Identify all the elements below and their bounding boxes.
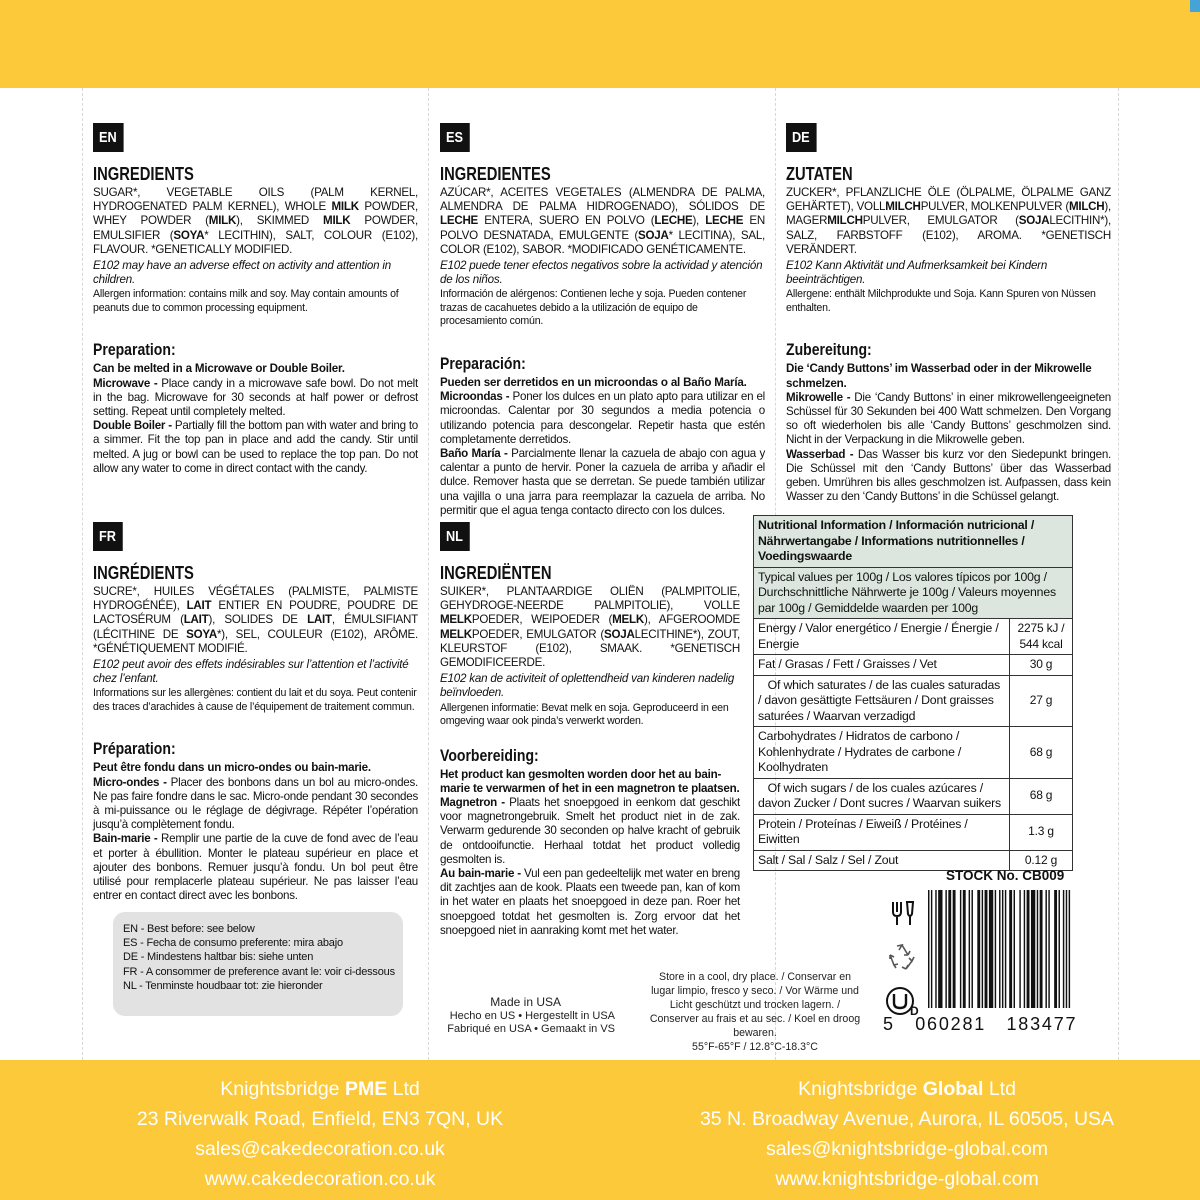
barcode-bar — [928, 890, 929, 1008]
barcode-bar — [945, 890, 946, 1008]
panel-fr — [93, 522, 418, 903]
storage-instructions — [648, 970, 862, 1054]
barcode-bar — [995, 890, 996, 1008]
additive-warning: E102 peut avoir des effets indésirables sur l’attention et l’activité chez l’enfant. — [93, 658, 409, 686]
barcode-bar — [969, 890, 970, 1008]
allergen-info: Allergenen informatie: Bevat melk en soja. Geproduceerd in een omgeving waar ook pinda’s verwerkt worden. — [440, 701, 729, 728]
preparation-lead: Can be melted in a Microwave or Double Boiler. — [93, 362, 345, 376]
nutrient-label: Protein / Proteínas / Eiweiß / Protéines / Eiwitten — [754, 814, 1010, 850]
nutrient-value: 30 g — [1010, 655, 1073, 676]
fold-line — [428, 88, 429, 1060]
preparation-lead: Het product kan gesmolten worden door het au bain-marie te verwarmen of het in een magnetron te plaatsen. — [440, 767, 740, 795]
allergen-info: Allergen information: contains milk and soy. May contain amounts of peanuts due to common processing equipment. — [93, 288, 399, 314]
ingredients-title: INGREDIENTES — [440, 164, 551, 184]
method-double-boiler: Au bain-marie - Vul een pan gedeeltelijk met water en breng dit zachtjes aan de kook. Plaats een tweede pan, kan of kom in het water en plaats het snoepgoed in deze pan. Roer het snoepgoed totdat het gesmolten is. Zorg ervoor dat het snoepgoed niet in aanraking komt met het water. — [440, 867, 740, 937]
barcode-bar — [1031, 890, 1035, 1008]
barcode-bar — [977, 890, 980, 1008]
footer-brand: Knightsbridge Global Ltd — [798, 1078, 1016, 1100]
barcode-bar — [948, 890, 951, 1008]
barcode-bar — [1024, 890, 1025, 1008]
table-row — [754, 655, 1073, 676]
best-before-line: DE - Mindestens haltbar bis: siehe unten — [123, 951, 314, 964]
additive-warning: E102 Kann Aktivität und Aufmerksamkeit bei Kindern beeinträchtigen. — [786, 259, 1048, 287]
panel-nl — [440, 522, 740, 938]
barcode-bar — [1027, 890, 1030, 1008]
preparation-lead: Pueden ser derretidos en un microondas o al Baño María. — [440, 375, 747, 389]
nutrition-table — [753, 515, 1073, 871]
additive-warning: E102 kan de activiteit of oplettendheid van kinderen nadelig beïnvloeden. — [440, 672, 735, 700]
footer-website-link[interactable]: www.cakedecoration.co.uk — [204, 1168, 436, 1190]
lang-tag-fr: FR — [93, 522, 123, 551]
barcode-bar — [1048, 890, 1049, 1008]
barcode-bar — [931, 890, 932, 1008]
lang-tag-de: DE — [786, 123, 816, 152]
table-row — [754, 727, 1073, 779]
made-in-block — [415, 996, 615, 1037]
made-in-line: Fabriqué en USA • Gemaakt in VS — [447, 1023, 615, 1035]
method-double-boiler: Wasserbad - Das Wasser bis kurz vor den Siedepunkt bringen. Die Schüssel mit den ‘Candy Buttons’ über das Wasserbad geben. Umrühren bis alles geschmolzen ist. Aufpassen, dass kein Wasser zu den ‘Candy Buttons’ in die Schüssel gelangt. — [786, 447, 1111, 504]
additive-warning: E102 puede tener efectos negativos sobre la actividad y atención de los niños. — [440, 259, 763, 287]
nutrition-header: Nutritional Information / Información nutricional / Nährwertangabe / Informations nutritionnelles / Voedingswaarde — [754, 516, 1073, 568]
made-in-main: Made in USA — [490, 995, 561, 1009]
allergen-info: Información de alérgenos: Contienen leche y soja. Pueden contener trazas de cacahuetes debido a la utilización de equipo de procesamiento común. — [440, 288, 747, 328]
barcode-bar — [1005, 890, 1006, 1008]
ingredients-text: SUGAR*, VEGETABLE OILS (PALM KERNEL, HYDROGENATED PALM KERNEL), WHOLE MILK POWDER, WHEY POWDER (MILK), SKIMMED MILK POWDER, EMULSIFIER (SOYA* LECITHIN), SALT, COLOUR (E102), FLAVOUR. *GENETICALLY MODIFIED. — [93, 186, 418, 256]
svg-text:D: D — [910, 1004, 919, 1018]
barcode-bar — [1063, 890, 1064, 1008]
preparation-title: Voorbereiding: — [440, 746, 539, 765]
symbol-icons — [882, 891, 922, 1023]
best-before-line: FR - A consommer de preference avant le: voir ci-dessous — [123, 965, 395, 978]
corner-accent — [1190, 0, 1200, 12]
ingredients-text: ZUCKER*, PFLANZLICHE ÖLE (ÖLPALME, ÖLPALME GANZ GEHÄRTET), VOLLMILCHPULVER, MOLKENPULVER (MILCH), MAGERMILCHPULVER, EMULGATOR (SOJALECITHIN*), SALZ, FARBSTOFF (E102), AROMA. *GENETISCH VERÄNDERT. — [786, 186, 1111, 256]
ingredients-text: AZÚCAR*, ACEITES VEGETALES (ALMENDRA DE PALMA, ALMENDRA DE PALMA HIDROGENADO), SÓLIDOS DE LECHE ENTERA, SUERO EN POLVO (LECHE), LECHE EN POLVO DESNATADA, EMULGENTE (SOJA* LECITINA), SAL, COLOR (E102), SABOR. *MODIFICADO GENÉTICAMENTE. — [440, 186, 766, 256]
nutrition-subheader: Typical values per 100g / Los valores típicos por 100g / Durchschnittliche Nährwerte je 100g / Valeurs moyennes par 100g / Gemiddelde waarden per 100g — [754, 567, 1073, 619]
barcode-bar — [999, 890, 1000, 1008]
barcode-bar — [1019, 890, 1020, 1008]
barcode-number: 5 060281 183477 — [883, 1014, 1078, 1034]
barcode-bar — [1069, 890, 1070, 1008]
barcode-bar — [982, 890, 983, 1008]
barcode-bar — [1054, 890, 1057, 1008]
barcode-bar — [1014, 890, 1015, 1008]
ingredients-text: SUIKER*, PLANTAARDIGE OLIËN (PALMPITOLIE, GEHYDROGE-NEERDE PALMPITOLIE), VOLLE MELKPOEDER, WEIPOEDER (MELK), AFGEROOMDE MELKPOEDER, EMULGATOR (SOJALECITHINE*), ZOUT, KLEURSTOF (E102), SMAAK. *GENETISCH GEMODIFICEERDE. — [440, 585, 740, 670]
panel-es — [440, 123, 765, 518]
barcode-bar — [953, 890, 956, 1008]
ingredients-title: INGRÉDIENTS — [93, 563, 194, 583]
barcode-bar — [1066, 890, 1067, 1008]
storage-temperature: 55°F-65°F / 12.8°C-18.3°C — [692, 1041, 818, 1053]
nutrient-value: 0.12 g — [1010, 850, 1073, 871]
method-microwave: Micro-ondes - Placer des bonbons dans un bol au micro-ondes. Ne pas faire fondre dans le sac. Micro-onde pendant 30 secondes à mi-puissance ou le réglage de dégivrage. Répéter l’opération jusqu’à complètement fondu. — [93, 775, 418, 832]
nutrient-label: Salt / Sal / Salz / Sel / Zout — [754, 850, 1010, 871]
footer-email-link[interactable]: sales@knightsbridge-global.com — [765, 1138, 1049, 1160]
barcode-bar — [972, 890, 973, 1008]
nutrient-value: 1.3 g — [1010, 814, 1073, 850]
footer-us — [627, 1074, 1187, 1194]
barcode-bar — [1045, 890, 1046, 1008]
method-microwave: Magnetron - Plaats het snoepgoed in eenkom dat geschikt voor magnetrongebruik. Smelt het product niet in de zak. Verwarm gedurende 30 seconden op halve kracht of gebruik de ontdooifunctie. Herhaal totdat het product volledig gesmolten is. — [440, 796, 741, 866]
barcode-bar — [1040, 890, 1043, 1008]
stock-number: STOCK No. CB009 — [946, 868, 1065, 883]
barcode-bar — [1009, 890, 1012, 1008]
method-microwave: Mikrowelle - Die ‘Candy Buttons’ in einer mikrowellengeeigneten Schüssel für 30 Sekunden bei 400 Watt schmelzen. Den Vorgang so oft wiederholen bis alle ‘Candy Buttons’ geschmolzen sind. Nicht in der Verpackung in die Mikrowelle geben. — [786, 390, 1112, 447]
fold-line — [1118, 88, 1119, 1060]
footer-address: 23 Riverwalk Road, Enfield, EN3 7QN, UK — [136, 1108, 504, 1130]
best-before-line: EN - Best before: see below — [123, 923, 255, 935]
table-row — [754, 778, 1073, 814]
lang-tag-nl: NL — [440, 522, 470, 551]
nutrient-value: 68 g — [1010, 727, 1073, 779]
barcode-bar — [985, 890, 988, 1008]
footer-brand: Knightsbridge PME Ltd — [220, 1078, 420, 1100]
barcode-bar — [1059, 890, 1060, 1008]
barcode-bar — [938, 890, 942, 1008]
allergen-info: Allergene: enthält Milchprodukte und Soja. Kann Spuren von Nüssen enthalten. — [786, 288, 1096, 314]
lang-tag-en: EN — [93, 123, 123, 152]
nutrient-value: 2275 kJ / 544 kcal — [1010, 619, 1073, 655]
best-before-line: NL - Tenminste houdbaar tot: zie hieronder — [123, 979, 323, 992]
nutrient-label: Carbohydrates / Hidratos de carbono / Kohlenhydrate / Hydrates de carbone / Koolhydraten — [754, 727, 1010, 779]
barcode — [928, 890, 1083, 1010]
nutrient-value: 68 g — [1010, 778, 1073, 814]
barcode-bar — [989, 890, 993, 1008]
preparation-title: Zubereitung: — [786, 341, 872, 360]
footer-uk — [40, 1074, 600, 1194]
storage-text: Store in a cool, dry place. / Conservar en lugar limpio, fresco y seco. / Vor Wärme und Licht geschützt und trocken lagern. / Conserver au frais et au sec. / Koel en droog bewaren. — [649, 971, 861, 1039]
made-in-line: Hecho en US • Hergestellt in USA — [449, 1009, 615, 1022]
panel-en — [93, 123, 418, 476]
recycle-icon — [882, 935, 922, 979]
nutrient-label: Of which saturates / de las cuales saturadas / davon gesättigte Fettsäuren / Dont graisses saturées / Waarvan verzadigd — [754, 675, 1010, 727]
preparation-lead: Peut être fondu dans un micro-ondes ou bain-marie. — [93, 761, 371, 775]
ingredients-title: ZUTATEN — [786, 164, 853, 184]
allergen-info: Informations sur les allergènes: contient du lait et du soya. Peut contenir des traces d’arachides à cause de l’équipement de traitement commun. — [93, 687, 417, 713]
additive-warning: E102 may have an adverse effect on activity and attention in children. — [93, 259, 392, 287]
nutrient-value: 27 g — [1010, 675, 1073, 727]
table-row — [754, 814, 1073, 850]
barcode-bar — [960, 890, 961, 1008]
lang-tag-es: ES — [440, 123, 470, 152]
panel-de — [786, 123, 1111, 504]
food-safe-icon — [882, 891, 922, 935]
table-row — [754, 675, 1073, 727]
method-microwave: Microondas - Poner los dulces en un plato apto para utilizar en el microondas. Calentar por 30 segundos a media potencia o utilizando potencia para descongelar. Repetir hasta que estén completamente derretidos. — [440, 390, 765, 446]
method-double-boiler: Bain-marie - Remplir une partie de la cuve de fond avec de l’eau et porter à ébullition. Monter le plateau supérieur en place et ajouter des bonbons. Remuer jusqu’à fondu. Un bol peut être utilisé pour remplacerle plateau supérieur. Ne pas laisser l’eau entrer en contact direct avec les bonbons. — [93, 832, 418, 903]
preparation-title: Preparation: — [93, 341, 176, 360]
method-double-boiler: Baño María - Parcialmente llenar la cazuela de abajo con agua y calentar a punto de hervir. Poner la cazuela de arriba y añadir el dulce. Remover hasta que se derretan. Se puede también utilizar una vajilla o una jarra para reemplazar la cazuela de arriba. No permitir que el agua tenga contacto directo con los dulces. — [440, 446, 765, 517]
footer-address: 35 N. Broadway Avenue, Aurora, IL 60505, USA — [699, 1108, 1115, 1130]
preparation-lead: Die ‘Candy Buttons’ im Wasserbad oder in der Mikrowelle schmelzen. — [786, 362, 1092, 390]
preparation-title: Préparation: — [93, 740, 176, 759]
nutrient-label: Energy / Valor energético / Energie / Énergie / Energie — [754, 619, 1010, 655]
top-yellow-band — [0, 0, 1200, 88]
best-before-box — [113, 912, 403, 1016]
nutrient-label: Of wich sugars / de los cuales azúcares / davon Zucker / Dont sucres / Waarvan suikers — [754, 778, 1010, 814]
table-row — [754, 619, 1073, 655]
barcode-bar — [963, 890, 966, 1008]
barcode-bar — [1037, 890, 1038, 1008]
preparation-title: Preparación: — [440, 354, 526, 373]
ingredients-text: SUCRE*, HUILES VÉGÉTALES (PALMISTE, PALMISTE HYDROGÉNÉE), LAIT ENTIER EN POUDRE, POUDRE DE LACTOSÉRUM (LAIT), SOLIDES DE LAIT, ÉMULSIFIANT (LÉCITHINE DE SOYA*), SEL, COULEUR (E102), ARÔME. *GÉNÉTIQUEMENT MODIFIÉ. — [93, 585, 418, 655]
fold-line — [82, 88, 83, 1060]
ingredients-title: INGREDIENTS — [93, 164, 194, 184]
barcode-bar — [935, 890, 936, 1008]
footer-website-link[interactable]: www.knightsbridge-global.com — [775, 1168, 1039, 1190]
best-before-line: ES - Fecha de consumo preferente: mira abajo — [123, 937, 343, 950]
barcode-bar — [1002, 890, 1003, 1008]
nutrient-label: Fat / Grasas / Fett / Graisses / Vet — [754, 655, 1010, 676]
method-microwave: Microwave - Place candy in a microwave safe bowl. Do not melt in the bag. Microwave for 30 seconds at half power or defrost setting. Repeat until completely melted. — [93, 376, 418, 419]
footer-email-link[interactable]: sales@cakedecoration.co.uk — [195, 1138, 445, 1160]
ingredients-title: INGREDIËNTEN — [440, 563, 552, 583]
method-double-boiler: Double Boiler - Partially fill the bottom pan with water and bring to a simmer. Fit the top pan in place and add the candy. Stir until melted. A jug or bowl can be used to replace the top pan. Do not allow any water to come in direct contact with the candy. — [93, 419, 418, 475]
